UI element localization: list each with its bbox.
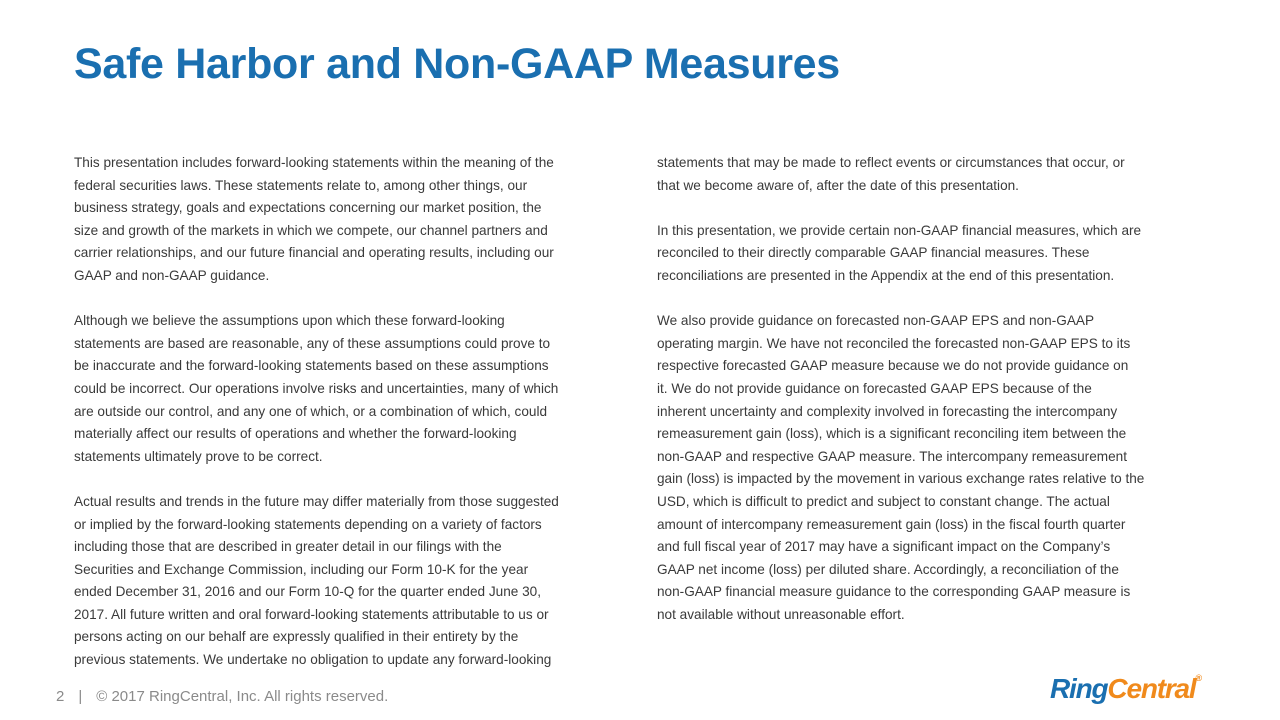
paragraph-line: Although we believe the assumptions upon which these forward-looking (74, 313, 505, 329)
paragraph-line: are outside our control, and any one of which, or a combination of which, could (74, 403, 548, 419)
ringcentral-logo (1050, 673, 1202, 705)
paragraph-line: not available without unreasonable effort. (657, 606, 905, 622)
paragraph-line: could be incorrect. Our operations involve risks and uncertainties, many of which (74, 380, 559, 396)
paragraph-line: or implied by the forward-looking statements depending on a variety of factors (74, 516, 542, 532)
paragraph-line: and full fiscal year of 2017 may have a significant impact on the Company’s (657, 539, 1111, 555)
paragraph-line: including those that are described in greater detail in our filings with the (74, 539, 502, 555)
paragraph (657, 152, 1197, 197)
paragraph-line: inherent uncertainty and complexity involved in forecasting the intercompany (657, 403, 1118, 419)
paragraph-line: This presentation includes forward-looking statements within the meaning of the (74, 155, 554, 170)
paragraph-line: amount of intercompany remeasurement gain (loss) in the fiscal fourth quarter (657, 516, 1126, 532)
paragraph-line: reconciled to their directly comparable GAAP financial measures. These (657, 245, 1090, 261)
paragraph-line: statements ultimately prove to be correct. (74, 448, 323, 464)
paragraph (74, 491, 614, 672)
paragraph-line: GAAP net income (loss) per diluted share. Accordingly, a reconciliation of the (657, 561, 1119, 577)
page-number: 2 (56, 688, 65, 705)
footer-separator: | (78, 688, 83, 705)
paragraph-line: reconciliations are presented in the Appendix at the end of this presentation. (657, 267, 1115, 283)
paragraph (657, 220, 1197, 288)
paragraph-line: federal securities laws. These statements relate to, among other things, our (74, 177, 528, 193)
logo-ring-text: Ring (1050, 673, 1108, 704)
paragraph-line: USD, which is difficult to predict and subject to constant change. The actual (657, 493, 1110, 509)
paragraph-line: Securities and Exchange Commission, including our Form 10-K for the year (74, 561, 529, 577)
paragraph-gap (74, 288, 614, 311)
paragraph-line: In this presentation, we provide certain non-GAAP financial measures, which are (657, 222, 1142, 238)
copyright-notice: © 2017 RingCentral, Inc. All rights reserved. (96, 688, 389, 705)
paragraph-line: respective forecasted GAAP measure because we do not provide guidance on (657, 358, 1129, 374)
paragraph-line: 2017. All future written and oral forward-looking statements attributable to us or (74, 606, 549, 622)
slide-title: Safe Harbor and Non-GAAP Measures (74, 40, 840, 88)
paragraph-gap (657, 197, 1197, 220)
paragraph-line: previous statements. We undertake no obligation to update any forward-looking (74, 652, 552, 668)
paragraph-gap (74, 468, 614, 491)
paragraph (74, 152, 614, 288)
paragraph-line: gain (loss) is impacted by the movement in various exchange rates relative to the (657, 471, 1145, 487)
paragraph-line: be inaccurate and the forward-looking statements based on these assumptions (74, 358, 549, 374)
paragraph-line: carrier relationships, and our future financial and operating results, including our (74, 245, 554, 261)
paragraph-line: We also provide guidance on forecasted non-GAAP EPS and non-GAAP (657, 313, 1095, 329)
paragraph-line: remeasurement gain (loss), which is a significant reconciling item between the (657, 426, 1127, 442)
paragraph (657, 310, 1197, 626)
paragraph-gap (657, 288, 1197, 311)
registered-mark: ® (1195, 673, 1203, 683)
paragraph-line: persons acting on our behalf are expressly qualified in their entirety by the (74, 629, 519, 645)
paragraph-line: non-GAAP financial measure guidance to the corresponding GAAP measure is (657, 584, 1131, 600)
paragraph-line: non-GAAP and respective GAAP measure. The intercompany remeasurement (657, 448, 1127, 464)
logo-central-text: Central (1107, 673, 1196, 704)
paragraph-line: size and growth of the markets in which we compete, our channel partners and (74, 222, 548, 238)
right-text-column (657, 152, 1197, 626)
left-text-column (74, 152, 614, 672)
paragraph (74, 310, 614, 468)
slide-footer (56, 688, 388, 705)
paragraph-line: Actual results and trends in the future may differ materially from those suggested (74, 493, 559, 509)
paragraph-line: that we become aware of, after the date of this presentation. (657, 177, 1019, 193)
paragraph-line: operating margin. We have not reconciled the forecasted non-GAAP EPS to its (657, 335, 1131, 351)
paragraph-line: it. We do not provide guidance on forecasted GAAP EPS because of the (657, 380, 1092, 396)
paragraph-line: GAAP and non-GAAP guidance. (74, 267, 270, 283)
paragraph-line: statements that may be made to reflect events or circumstances that occur, or (657, 155, 1125, 170)
paragraph-line: business strategy, goals and expectations concerning our market position, the (74, 200, 542, 216)
paragraph-line: statements are based are reasonable, any of these assumptions could prove to (74, 335, 551, 351)
paragraph-line: materially affect our results of operations and whether the forward-looking (74, 426, 517, 442)
paragraph-line: ended December 31, 2016 and our Form 10-Q for the quarter ended June 30, (74, 584, 542, 600)
